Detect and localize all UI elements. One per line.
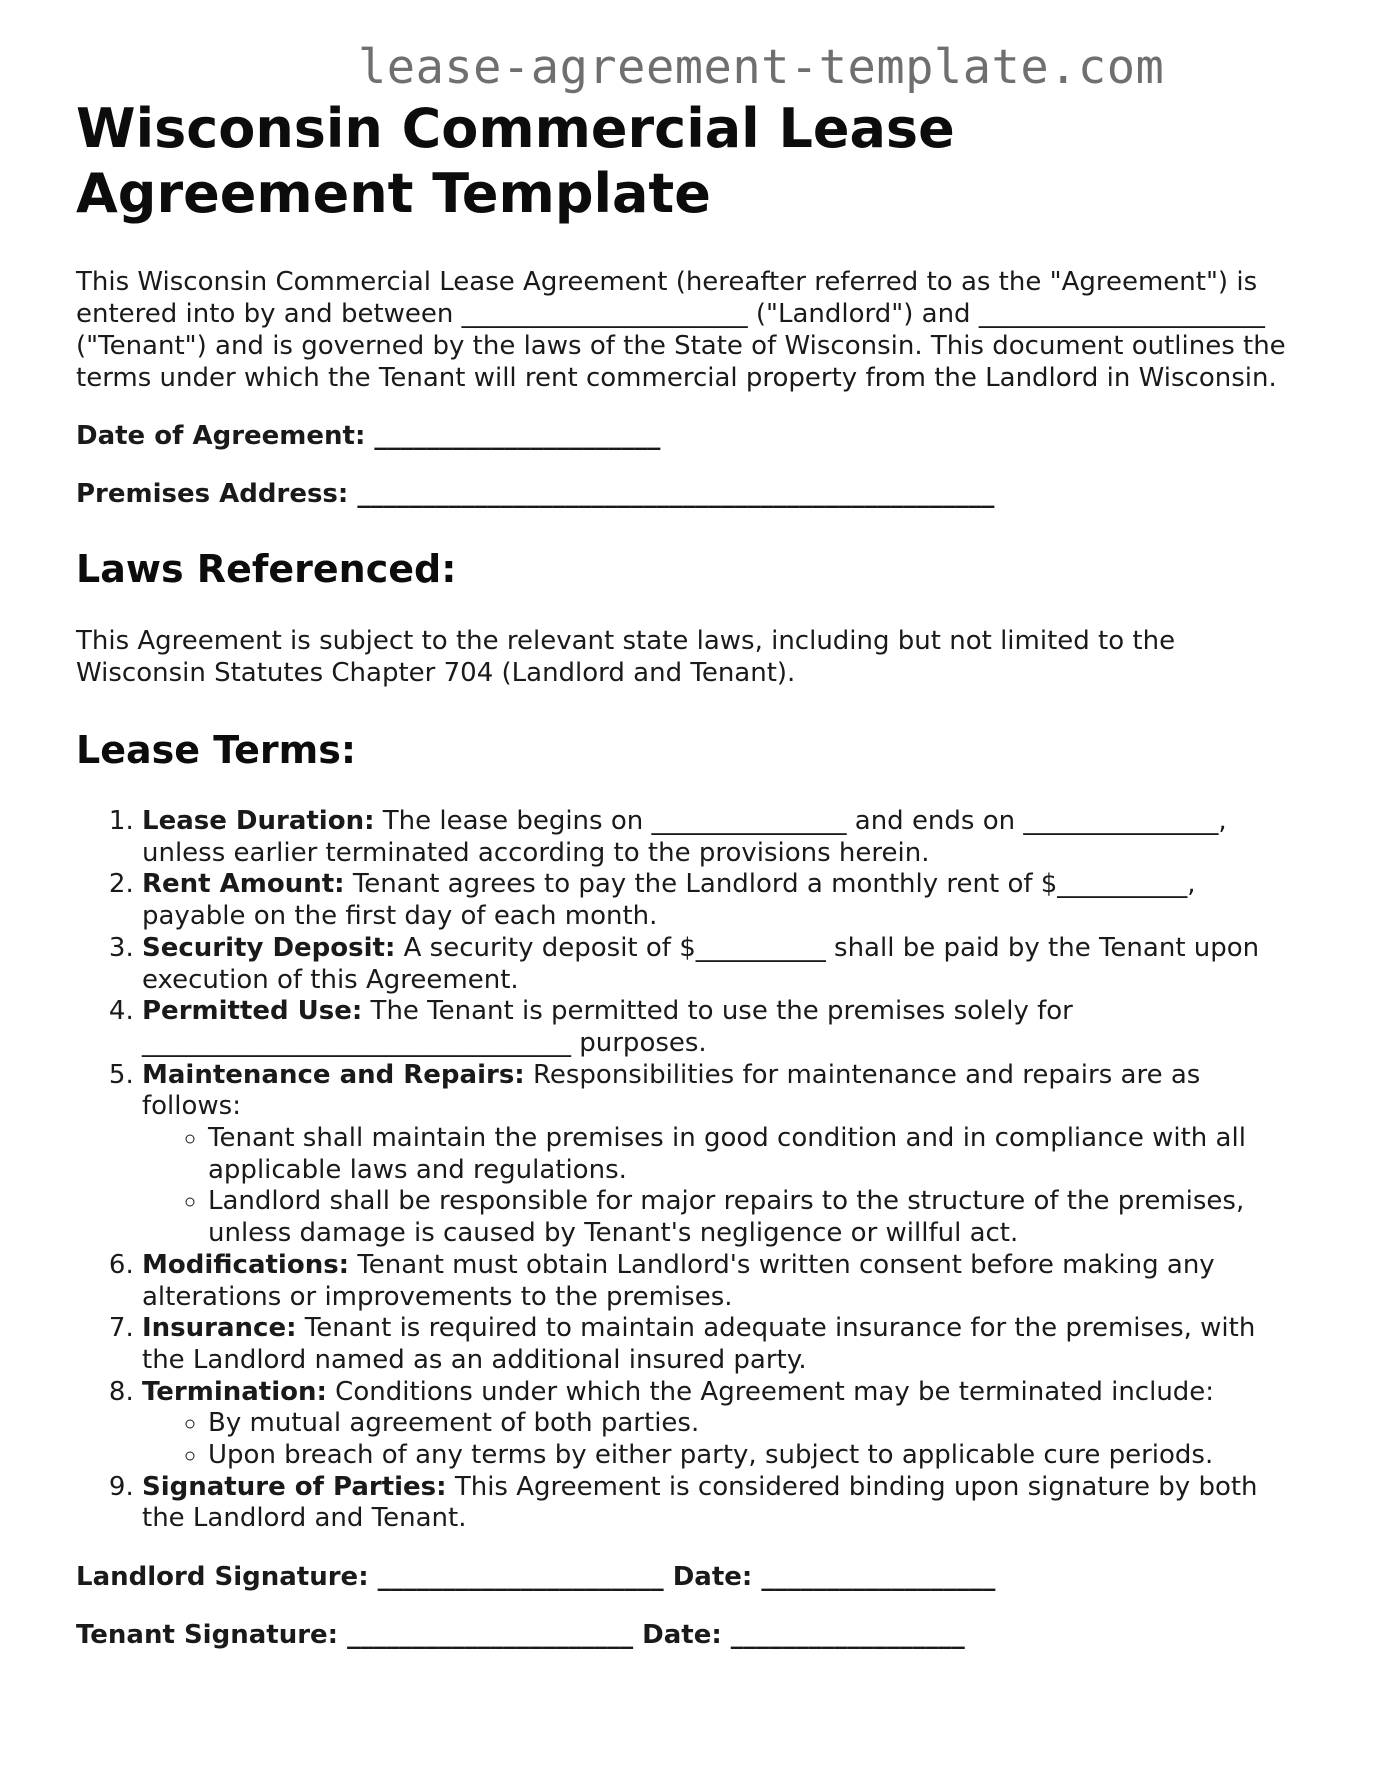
term-text: A security deposit of $__________ shall be paid by the Tenant upon execution of this Agreement. <box>142 932 1260 995</box>
term-item <box>142 1250 1306 1313</box>
document-page <box>76 96 1306 1651</box>
lease-terms-list <box>76 806 1306 1535</box>
term-item <box>142 933 1306 996</box>
term-label: Signature of Parties: <box>142 1471 447 1502</box>
sub-item: ◦ Landlord shall be responsible for major repairs to the structure of the premises, unless damage is caused by Tenant's negligence or willful act. <box>208 1186 1306 1249</box>
term-text: This Agreement is considered binding upon signature by both the Landlord and Tenant. <box>142 1471 1258 1534</box>
term-label: Rent Amount: <box>142 869 345 900</box>
term-text: Responsibilities for maintenance and repairs are as follows: <box>142 1059 1201 1122</box>
term-item <box>142 1313 1306 1376</box>
term-item <box>142 869 1306 932</box>
term-text: The lease begins on _______________ and ends on _______________, unless earlier terminated according to the provisions herein. <box>142 806 1227 868</box>
term-label: Maintenance and Repairs: <box>142 1059 525 1090</box>
term-item <box>142 1472 1306 1535</box>
premises-address-field: Premises Address: _________________________________________________ <box>76 479 995 509</box>
laws-paragraph: This Agreement is subject to the relevant state laws, including but not limited to the Wisconsin Statutes Chapter 704 (Landlord and Tenant). <box>76 626 1176 688</box>
lease-terms-heading: Lease Terms: <box>76 728 357 772</box>
term-text: Tenant must obtain Landlord's written consent before making any alterations or improvements to the premises. <box>142 1249 1215 1312</box>
term-label: Lease Duration: <box>142 806 375 836</box>
maintenance-sublist <box>142 1123 1306 1250</box>
intro-paragraph: This Wisconsin Commercial Lease Agreement (hereafter referred to as the "Agreement") is entered into by and between ______________________ ("Landlord") and ______________________ ("Tenant") and is governed by the laws of the State of Wisconsin. This document outlines the terms under which the Tenant will rent commercial property from the Landlord in Wisconsin. <box>76 267 1286 393</box>
sub-item: ◦ Upon breach of any terms by either party, subject to applicable cure periods. <box>208 1440 1306 1472</box>
term-label: Permitted Use: <box>142 996 363 1027</box>
term-label: Insurance: <box>142 1313 297 1344</box>
term-label: Security Deposit: <box>142 932 396 963</box>
term-text: Tenant agrees to pay the Landlord a monthly rent of $__________, payable on the first day of each month. <box>142 869 1196 932</box>
watermark: lease-agreement-template.com <box>358 40 1165 95</box>
landlord-signature-line: Landlord Signature: ______________________ Date: __________________ <box>76 1562 996 1593</box>
term-label: Modifications: <box>142 1249 350 1280</box>
date-of-agreement-field: Date of Agreement: ______________________ <box>76 421 661 451</box>
term-text: The Tenant is permitted to use the premises solely for _________________________________ purposes. <box>142 996 1073 1058</box>
term-item <box>142 1377 1306 1472</box>
tenant-signature-line: Tenant Signature: ______________________ Date: __________________ <box>76 1620 965 1651</box>
term-label: Termination: <box>142 1376 327 1407</box>
sub-item: ◦ By mutual agreement of both parties. <box>208 1408 1306 1440</box>
term-text: Conditions under which the Agreement may be terminated include: <box>326 1376 1215 1407</box>
sub-item: ◦ Tenant shall maintain the premises in good condition and in compliance with all applicable laws and regulations. <box>208 1123 1306 1186</box>
term-text: Tenant is required to maintain adequate insurance for the premises, with the Landlord named as an additional insured party. <box>142 1313 1256 1375</box>
term-item <box>142 996 1306 1059</box>
term-item <box>142 806 1306 869</box>
term-item <box>142 1060 1306 1250</box>
document-title: Wisconsin Commercial Lease Agreement Template <box>76 97 955 225</box>
laws-heading: Laws Referenced: <box>76 547 457 591</box>
termination-sublist <box>142 1408 1306 1471</box>
